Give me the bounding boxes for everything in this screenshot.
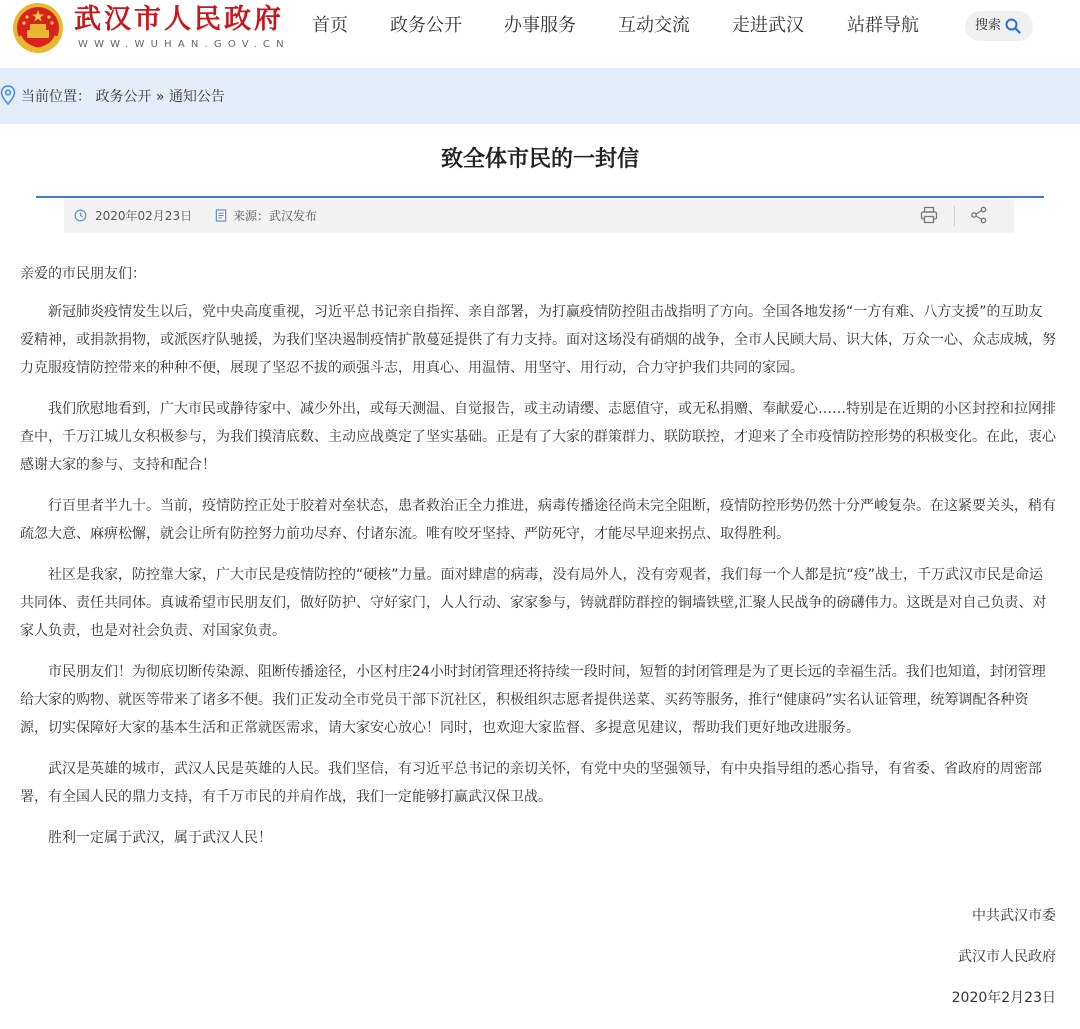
title-divider: [36, 196, 1044, 198]
print-icon[interactable]: [920, 206, 938, 224]
article-source: 来源：武汉发布: [233, 209, 318, 223]
article-meta-bar: [64, 199, 1014, 233]
breadcrumb-prefix: 当前位置：: [21, 89, 91, 105]
signature-government: 武汉市人民政府: [958, 949, 1056, 965]
breadcrumb-separator: »: [155, 89, 165, 105]
clock-icon: [74, 209, 87, 222]
article-greeting: 亲爱的市民朋友们：: [20, 266, 146, 282]
nav-item-site-navigation[interactable]: 站群导航: [847, 15, 919, 36]
article-paragraph: 新冠肺炎疫情发生以后，党中央高度重视，习近平总书记亲自指挥、亲自部署，为打赢疫情防控阻击战指明了方向。全国各地发扬“一方有难、八方支援”的互助友爱精神，或捐款捐物，或派医疗队驰援，为我们坚决遏制疫情扩散蔓延提供了有力支持。面对这场没有硝烟的战争，全市人民顾大局、识大体，万众一心、众志成城，努力克服疫情防控带来的种种不便，展现了坚忍不拔的顽强斗志，用真心、用温情、用坚守、用行动，合力守护我们共同的家园。: [20, 304, 1056, 376]
page-title: 致全体市民的一封信: [440, 147, 639, 172]
nav-item-about-wuhan[interactable]: 走进武汉: [732, 15, 804, 36]
main-nav: [0, 12, 1080, 40]
nav-item-government-affairs[interactable]: 政务公开: [390, 15, 462, 36]
article-paragraph: 我们欣慰地看到，广大市民或静待家中、减少外出，或每天测温、自觉报告，或主动请缨、志愿值守，或无私捐赠、奉献爱心……特别是在近期的小区封控和拉网排查中，千万江城儿女积极参与，为我们摸清底数、主动应战奠定了坚实基础。正是有了大家的群策群力、联防联控，才迎来了全市疫情防控形势的积极变化。在此，衷心感谢大家的参与、支持和配合！: [20, 401, 1056, 473]
document-icon: [215, 209, 227, 222]
site-url: WWW.WUHAN.GOV.CN: [78, 39, 290, 50]
article-paragraph: 社区是我家，防控靠大家，广大市民是疫情防控的“硬核”力量。面对肆虐的病毒，没有局外人，没有旁观者，我们每一个人都是抗“疫”战士，千万武汉市民是命运共同体、责任共同体。真诚希望市民朋友们，做好防护、守好家门，人人行动、家家参与，铸就群防群控的铜墙铁壁,汇聚人民战争的磅礴伟力。这既是对自己负责、对家人负责，也是对社会负责、对国家负责。: [20, 567, 1047, 639]
breadcrumb-link-notices[interactable]: 通知公告: [168, 89, 225, 105]
location-pin-icon: [0, 85, 16, 105]
site-header: [0, 0, 1080, 68]
nav-item-home[interactable]: 首页: [312, 15, 348, 36]
publish-date: 2020年02月23日: [95, 209, 193, 223]
site-title[interactable]: 武汉市人民政府: [74, 4, 284, 35]
nav-item-interaction[interactable]: 互动交流: [618, 15, 690, 36]
article-paragraph: 市民朋友们！为彻底切断传染源、阻断传播途径，小区村庄24小时封闭管理还将持续一段时间，短暂的封闭管理是为了更长远的幸福生活。我们也知道，封闭管理给大家的购物、就医等带来了诸多不便。我们正发动全市党员干部下沉社区，积极组织志愿者提供送菜、买药等服务，推行“健康码”实名认证管理，统筹调配各种资源，切实保障好大家的基本生活和正常就医需求，请大家安心放心！同时，也欢迎大家监督、多提意见建议，帮助我们更好地改进服务。: [20, 664, 1046, 736]
search-button[interactable]: [965, 11, 1033, 41]
article-paragraph: 武汉是英雄的城市，武汉人民是英雄的人民。我们坚信，有习近平总书记的亲切关怀，有党中央的坚强领导，有中央指导组的悉心指导，有省委、省政府的周密部署，有全国人民的鼎力支持，有千万市民的并肩作战，我们一定能够打赢武汉保卫战。: [20, 761, 1042, 805]
share-icon[interactable]: [970, 206, 988, 224]
search-label: 搜索: [975, 18, 1002, 33]
search-icon: [1005, 18, 1021, 34]
signature-party-committee: 中共武汉市委: [972, 908, 1056, 924]
breadcrumb-link-government-affairs[interactable]: 政务公开: [95, 89, 152, 105]
article-paragraph: 行百里者半九十。当前，疫情防控正处于胶着对垒状态，患者救治正全力推进，病毒传播途径尚未完全阻断，疫情防控形势仍然十分严峻复杂。在这紧要关头，稍有疏忽大意、麻痹松懈，就会让所有防控努力前功尽弃、付诸东流。唯有咬牙坚持、严防死守，才能尽早迎来拐点、取得胜利。: [20, 498, 1056, 542]
breadcrumb: [21, 87, 225, 107]
nav-item-services[interactable]: 办事服务: [504, 15, 576, 36]
toolbar-divider: [954, 206, 955, 226]
article-paragraph: 胜利一定属于武汉，属于武汉人民！: [48, 830, 272, 846]
article-body: [20, 260, 1056, 865]
signature-date: 2020年2月23日: [951, 990, 1056, 1006]
